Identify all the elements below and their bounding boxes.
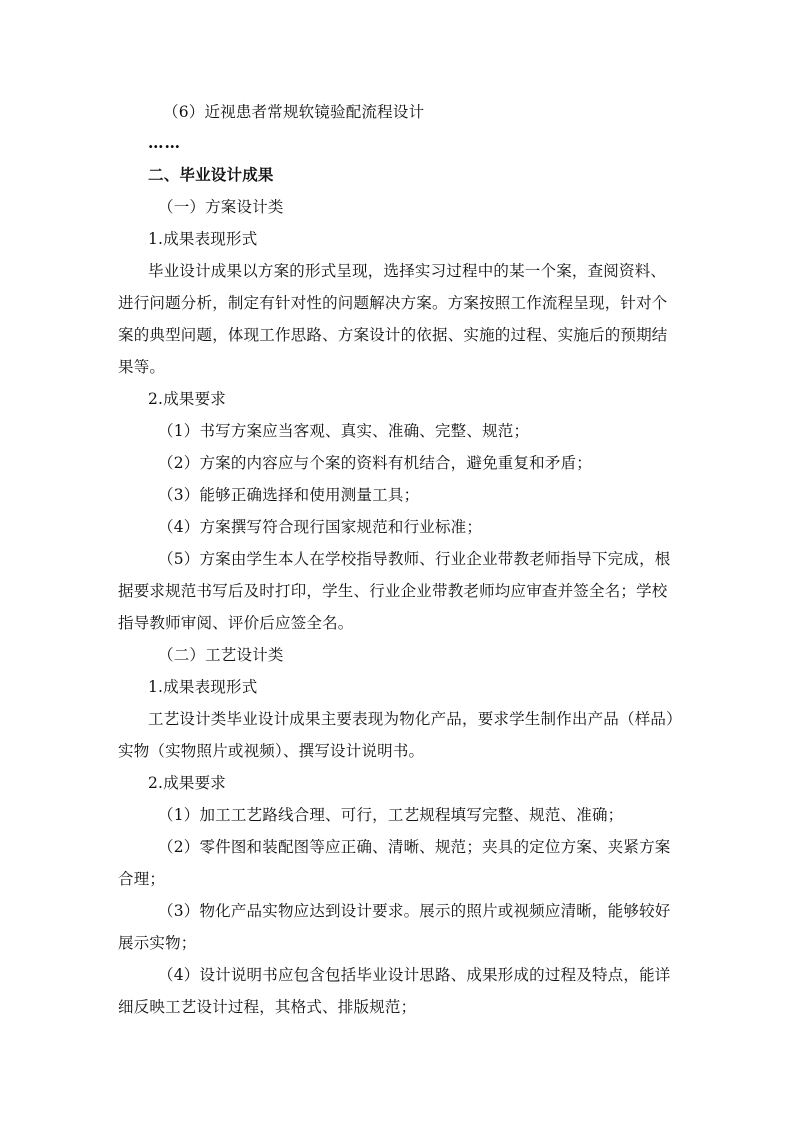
list-item: （3）能够正确选择和使用测量工具； bbox=[158, 486, 420, 504]
list-item: （2）方案的内容应与个案的资料有机结合，避免重复和矛盾； bbox=[158, 454, 592, 472]
paragraph-line: 进行问题分析，制定有针对性的问题解决方案。方案按照工作流程呈现，针对个 bbox=[118, 294, 668, 312]
item-heading-result-form-2: 1.成果表现形式 bbox=[148, 678, 258, 696]
list-item: （4）设计说明书应包含包括毕业设计思路、成果形成的过程及特点，能详 bbox=[158, 966, 671, 984]
paragraph-line: 工艺设计类毕业设计成果主要表现为物化产品，要求学生制作出产品（样品） bbox=[148, 710, 682, 728]
item-heading-result-form-1: 1.成果表现形式 bbox=[148, 230, 258, 248]
item-heading-result-requirements-2: 2.成果要求 bbox=[148, 774, 226, 792]
paragraph-line: 案的典型问题，体现工作思路、方案设计的依据、实施的过程、实施后的预期结 bbox=[118, 326, 668, 344]
list-item: （1）加工工艺路线合理、可行，工艺规程填写完整、规范、准确； bbox=[158, 806, 624, 824]
section-heading-graduation-results: 二、毕业设计成果 bbox=[148, 165, 274, 184]
list-item-continuation: 展示实物； bbox=[118, 934, 197, 952]
list-item: （4）方案撰写符合现行国家规范和行业标准； bbox=[158, 518, 483, 536]
list-item-6-soft-lens: （6）近视患者常规软镜验配流程设计 bbox=[163, 103, 425, 121]
list-item: （3）物化产品实物应达到设计要求。展示的照片或视频应清晰，能够较好 bbox=[158, 902, 671, 920]
paragraph-line: 毕业设计成果以方案的形式呈现，选择实习过程中的某一个案，查阅资料、 bbox=[148, 262, 667, 280]
list-item: （2）零件图和装配图等应正确、清晰、规范；夹具的定位方案、夹紧方案 bbox=[158, 838, 671, 856]
ellipsis: …… bbox=[148, 133, 181, 152]
subsection-heading-process-design: （二）工艺设计类 bbox=[158, 646, 284, 664]
list-item: （5）方案由学生本人在学校指导教师、行业企业带教老师指导下完成，根 bbox=[158, 550, 671, 568]
paragraph-line: 果等。 bbox=[118, 358, 166, 376]
subsection-heading-plan-design: （一）方案设计类 bbox=[158, 198, 284, 216]
list-item-continuation: 据要求规范书写后及时打印，学生、行业企业带教老师均应审查并签全名；学校 bbox=[118, 582, 668, 600]
list-item: （1）书写方案应当客观、真实、准确、完整、规范； bbox=[158, 422, 530, 440]
paragraph-line: 实物（实物照片或视频）、撰写设计说明书。 bbox=[118, 742, 425, 760]
list-item-continuation: 合理； bbox=[118, 870, 166, 888]
list-item-continuation: 指导教师审阅、评价后应签全名。 bbox=[118, 614, 354, 632]
item-heading-result-requirements-1: 2.成果要求 bbox=[148, 390, 226, 408]
list-item-continuation: 细反映工艺设计过程，其格式、排版规范； bbox=[118, 998, 417, 1016]
